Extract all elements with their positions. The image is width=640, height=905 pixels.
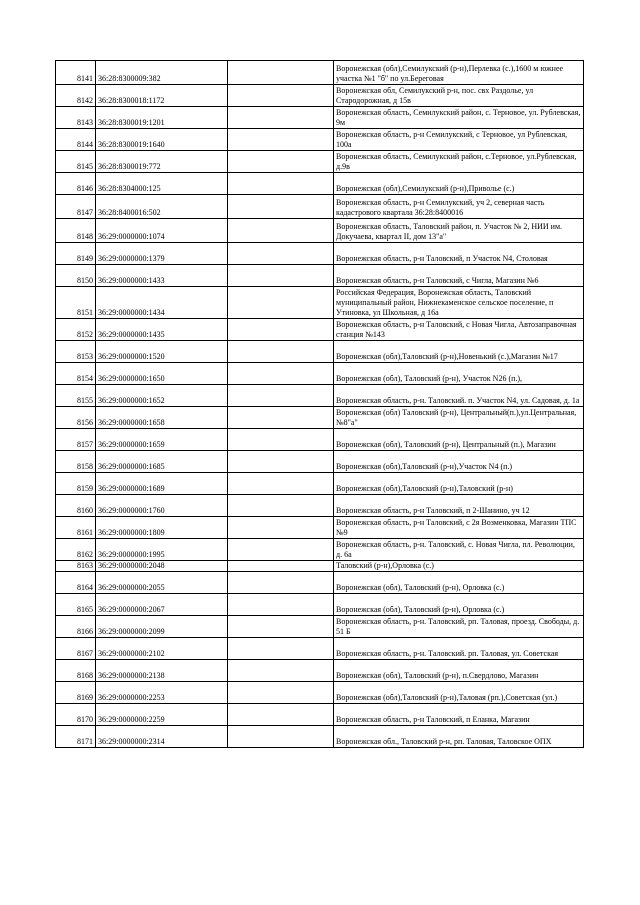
empty-cell bbox=[228, 451, 334, 473]
address-cell: Воронежская (обл), Таловский (р-н), Орловка (с.) bbox=[334, 594, 584, 616]
table-row bbox=[56, 195, 584, 219]
row-number: 8159 bbox=[56, 473, 96, 495]
row-number: 8152 bbox=[56, 319, 96, 341]
address-cell: Воронежская область, р-н. Таловский. рп. Таловая, ул. Советская bbox=[334, 638, 584, 660]
address-cell: Воронежская область, р-н Таловский, с Чигла, Магазин №6 bbox=[334, 265, 584, 287]
empty-cell bbox=[228, 616, 334, 638]
table-row bbox=[56, 682, 584, 704]
row-number: 8169 bbox=[56, 682, 96, 704]
row-number: 8146 bbox=[56, 173, 96, 195]
address-cell: Воронежская область, р-н Таловский, с Новая Чигла, Автозаправочная станция №143 bbox=[334, 319, 584, 341]
table-row bbox=[56, 341, 584, 363]
empty-cell bbox=[228, 385, 334, 407]
empty-cell bbox=[228, 173, 334, 195]
row-number: 8154 bbox=[56, 363, 96, 385]
empty-cell bbox=[228, 151, 334, 173]
address-cell: Воронежская (обл), Таловский (р-н), Орловка (с.) bbox=[334, 572, 584, 594]
empty-cell bbox=[228, 517, 334, 539]
table-row bbox=[56, 243, 584, 265]
address-cell: Воронежская область, р-н Таловский, п Еланка, Магазин bbox=[334, 704, 584, 726]
address-cell: Воронежская (обл), Таловский (р-н), Центральный (п.), Магазин bbox=[334, 429, 584, 451]
table-row bbox=[56, 265, 584, 287]
cadastral-number: 36:29:0000000:1074 bbox=[96, 219, 228, 243]
row-number: 8150 bbox=[56, 265, 96, 287]
table-row bbox=[56, 107, 584, 129]
row-number: 8165 bbox=[56, 594, 96, 616]
cadastral-number: 36:29:0000000:1520 bbox=[96, 341, 228, 363]
row-number: 8157 bbox=[56, 429, 96, 451]
cadastral-number: 36:29:0000000:1760 bbox=[96, 495, 228, 517]
cadastral-number: 36:29:0000000:1689 bbox=[96, 473, 228, 495]
empty-cell bbox=[228, 243, 334, 265]
cadastral-number: 36:29:0000000:1433 bbox=[96, 265, 228, 287]
empty-cell bbox=[228, 129, 334, 151]
table-row bbox=[56, 407, 584, 429]
empty-cell bbox=[228, 726, 334, 748]
row-number: 8141 bbox=[56, 61, 96, 85]
table-row bbox=[56, 517, 584, 539]
row-number: 8170 bbox=[56, 704, 96, 726]
cadastral-number: 36:29:0000000:2253 bbox=[96, 682, 228, 704]
row-number: 8156 bbox=[56, 407, 96, 429]
table-row bbox=[56, 594, 584, 616]
row-number: 8171 bbox=[56, 726, 96, 748]
address-cell: Воронежская обл., Таловский р-н, рп. Таловая, Таловское ОПХ bbox=[334, 726, 584, 748]
empty-cell bbox=[228, 594, 334, 616]
address-cell: Воронежская область, р-н. Таловский, рп. Таловая, проезд. Свободы, д. 51 Б bbox=[334, 616, 584, 638]
cadastral-number: 36:28:8400016:502 bbox=[96, 195, 228, 219]
empty-cell bbox=[228, 61, 334, 85]
cadastral-number: 36:29:0000000:2067 bbox=[96, 594, 228, 616]
registry-table-body bbox=[56, 61, 584, 748]
row-number: 8143 bbox=[56, 107, 96, 129]
cadastral-number: 36:28:8300009:382 bbox=[96, 61, 228, 85]
table-row bbox=[56, 616, 584, 638]
cadastral-number: 36:29:0000000:1650 bbox=[96, 363, 228, 385]
cadastral-number: 36:29:0000000:2102 bbox=[96, 638, 228, 660]
address-cell: Воронежская обл, Семилукский р-н, пос. свх Раздолье, ул Стародорожная, д 15в bbox=[334, 85, 584, 107]
table-row bbox=[56, 429, 584, 451]
cadastral-number: 36:29:0000000:2138 bbox=[96, 660, 228, 682]
address-cell: Воронежская (обл),Таловский (р-н),Таловский (р-н) bbox=[334, 473, 584, 495]
cadastral-number: 36:29:0000000:2314 bbox=[96, 726, 228, 748]
cadastral-number: 36:29:0000000:1435 bbox=[96, 319, 228, 341]
table-row bbox=[56, 61, 584, 85]
address-cell: Воронежская (обл),Таловский (р-н),Участок N4 (п.) bbox=[334, 451, 584, 473]
table-row bbox=[56, 473, 584, 495]
table-row bbox=[56, 129, 584, 151]
address-cell: Воронежская (обл) Таловский (р-н), Центральный(п.),ул.Центральная,№8"а" bbox=[334, 407, 584, 429]
address-cell: Воронежская область, р-н Таловский, п Участок N4, Столовая bbox=[334, 243, 584, 265]
empty-cell bbox=[228, 219, 334, 243]
empty-cell bbox=[228, 107, 334, 129]
table-row bbox=[56, 561, 584, 572]
cadastral-number: 36:28:8300019:1640 bbox=[96, 129, 228, 151]
cadastral-number: 36:29:0000000:1685 bbox=[96, 451, 228, 473]
empty-cell bbox=[228, 195, 334, 219]
empty-cell bbox=[228, 265, 334, 287]
table-row bbox=[56, 173, 584, 195]
empty-cell bbox=[228, 319, 334, 341]
cadastral-number: 36:29:0000000:1379 bbox=[96, 243, 228, 265]
address-cell: Воронежская (обл), Таловский (р-н), Участок N26 (п.), bbox=[334, 363, 584, 385]
row-number: 8153 bbox=[56, 341, 96, 363]
cadastral-number: 36:29:0000000:1809 bbox=[96, 517, 228, 539]
address-cell: Воронежская (обл), Таловский (р-н), п.Свердлово, Магазин bbox=[334, 660, 584, 682]
empty-cell bbox=[228, 473, 334, 495]
address-cell: Воронежская область, р-н Семилукский, уч 2, северная часть кадастрового квартала 36:28:8400016 bbox=[334, 195, 584, 219]
empty-cell bbox=[228, 495, 334, 517]
table-row bbox=[56, 385, 584, 407]
cadastral-number: 36:28:8300019:1201 bbox=[96, 107, 228, 129]
row-number: 8149 bbox=[56, 243, 96, 265]
table-row bbox=[56, 638, 584, 660]
address-cell: Воронежская (обл),Таловский (р-н),Новенький (с.),Магазин №17 bbox=[334, 341, 584, 363]
table-row bbox=[56, 660, 584, 682]
table-row bbox=[56, 572, 584, 594]
empty-cell bbox=[228, 561, 334, 572]
table-row bbox=[56, 219, 584, 243]
address-cell: Воронежская область, р-н. Таловский, с. Новая Чигла, пл. Революции, д. 6а bbox=[334, 539, 584, 561]
row-number: 8151 bbox=[56, 287, 96, 319]
empty-cell bbox=[228, 429, 334, 451]
address-cell: Воронежская область, р-н Таловский, с 2я Возменковка, Магазин ТПС №9 bbox=[334, 517, 584, 539]
address-cell: Воронежская область, Семилукский район, с. Терновое, ул. Рублевская, 9м bbox=[334, 107, 584, 129]
row-number: 8145 bbox=[56, 151, 96, 173]
row-number: 8161 bbox=[56, 517, 96, 539]
cadastral-number: 36:28:8300019:772 bbox=[96, 151, 228, 173]
empty-cell bbox=[228, 572, 334, 594]
row-number: 8166 bbox=[56, 616, 96, 638]
row-number: 8160 bbox=[56, 495, 96, 517]
cadastral-number: 36:29:0000000:2099 bbox=[96, 616, 228, 638]
cadastral-number: 36:29:0000000:2259 bbox=[96, 704, 228, 726]
cadastral-number: 36:28:8300018:1172 bbox=[96, 85, 228, 107]
address-cell: Таловский (р-н),Орловка (с.) bbox=[334, 561, 584, 572]
row-number: 8163 bbox=[56, 561, 96, 572]
empty-cell bbox=[228, 341, 334, 363]
cadastral-number: 36:28:8304000:125 bbox=[96, 173, 228, 195]
row-number: 8162 bbox=[56, 539, 96, 561]
table-row bbox=[56, 726, 584, 748]
address-cell: Воронежская (обл),Таловский (р-н),Таловая (рп.),Советская (ул.) bbox=[334, 682, 584, 704]
empty-cell bbox=[228, 363, 334, 385]
empty-cell bbox=[228, 407, 334, 429]
cadastral-number: 36:29:0000000:2055 bbox=[96, 572, 228, 594]
address-cell: Воронежская область, р-н Таловский, п 2-Шанино, уч 12 bbox=[334, 495, 584, 517]
row-number: 8144 bbox=[56, 129, 96, 151]
row-number: 8168 bbox=[56, 660, 96, 682]
row-number: 8147 bbox=[56, 195, 96, 219]
registry-table bbox=[55, 60, 584, 748]
row-number: 8142 bbox=[56, 85, 96, 107]
row-number: 8164 bbox=[56, 572, 96, 594]
row-number: 8148 bbox=[56, 219, 96, 243]
table-row bbox=[56, 451, 584, 473]
empty-cell bbox=[228, 660, 334, 682]
table-row bbox=[56, 539, 584, 561]
cadastral-number: 36:29:0000000:1434 bbox=[96, 287, 228, 319]
empty-cell bbox=[228, 539, 334, 561]
address-cell: Воронежская область, р-н Семилукский, с Терновое, ул Рублевская, 100а bbox=[334, 129, 584, 151]
cadastral-number: 36:29:0000000:1652 bbox=[96, 385, 228, 407]
row-number: 8167 bbox=[56, 638, 96, 660]
cadastral-number: 36:29:0000000:2048 bbox=[96, 561, 228, 572]
cadastral-number: 36:29:0000000:1995 bbox=[96, 539, 228, 561]
table-row bbox=[56, 287, 584, 319]
address-cell: Воронежская (обл),Семилукский (р-н),Приволье (с.) bbox=[334, 173, 584, 195]
table-row bbox=[56, 495, 584, 517]
address-cell: Воронежская (обл),Семилукский (р-н),Перлевка (с.),1600 м южнее участка №1 "б" по ул.Береговая bbox=[334, 61, 584, 85]
cadastral-number: 36:29:0000000:1658 bbox=[96, 407, 228, 429]
table-row bbox=[56, 363, 584, 385]
address-cell: Воронежская область, Таловский район, п. Участок № 2, НИИ им. Докучаева, квартал II, дом 13"а" bbox=[334, 219, 584, 243]
row-number: 8155 bbox=[56, 385, 96, 407]
empty-cell bbox=[228, 85, 334, 107]
cadastral-number: 36:29:0000000:1659 bbox=[96, 429, 228, 451]
empty-cell bbox=[228, 287, 334, 319]
address-cell: Воронежская область, р-н. Таловский. п. Участок N4, ул. Садовая, д. 1а bbox=[334, 385, 584, 407]
row-number: 8158 bbox=[56, 451, 96, 473]
empty-cell bbox=[228, 704, 334, 726]
empty-cell bbox=[228, 638, 334, 660]
table-row bbox=[56, 151, 584, 173]
address-cell: Воронежская область, Семилукский район, с.Терновое, ул.Рублевская, д.9в bbox=[334, 151, 584, 173]
empty-cell bbox=[228, 682, 334, 704]
table-row bbox=[56, 704, 584, 726]
address-cell: Российская Федерация, Воронежская область, Таловский муниципальный район, Нижнекаменское сельское поселение, п Утиновка, ул Школьная, д 16а bbox=[334, 287, 584, 319]
table-row bbox=[56, 319, 584, 341]
table-row bbox=[56, 85, 584, 107]
